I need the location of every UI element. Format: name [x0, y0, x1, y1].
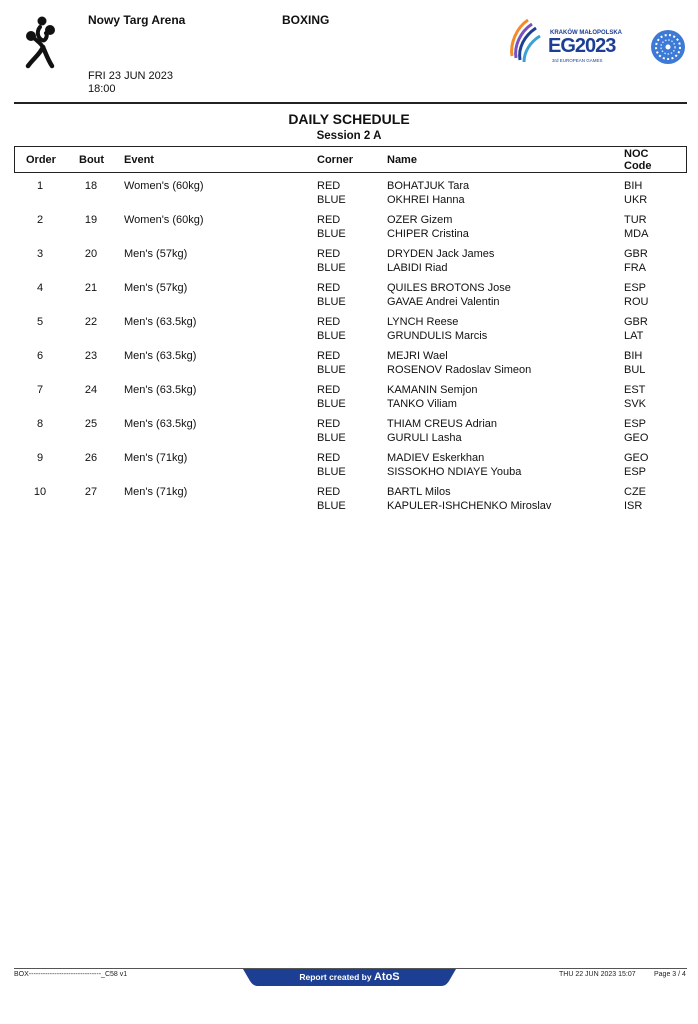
bout-cell: 22 — [84, 316, 98, 328]
order-cell: 9 — [36, 452, 44, 464]
red-boxer-name: BOHATJUK Tara — [387, 180, 470, 192]
red-noc-code: GEO — [624, 452, 649, 464]
red-boxer-name: DRYDEN Jack James — [387, 248, 495, 260]
bout-cell: 26 — [84, 452, 98, 464]
blue-boxer-name: OKHREI Hanna — [387, 194, 465, 206]
table-row — [0, 282, 698, 310]
bout-cell: 25 — [84, 418, 98, 430]
blue-noc-code: GEO — [624, 432, 649, 444]
atos-logo: AtoS — [373, 971, 400, 983]
red-boxer-name: MEJRI Wael — [387, 350, 448, 362]
table-row — [0, 350, 698, 378]
games-logo-line1: KRAKÓW MAŁOPOLSKA — [550, 30, 622, 36]
red-corner-label: RED — [317, 384, 341, 396]
blue-noc-code: ROU — [624, 296, 649, 308]
event-cell: Men's (63.5kg) — [124, 316, 197, 328]
bout-cell: 20 — [84, 248, 98, 260]
red-boxer-name: KAMANIN Semjon — [387, 384, 478, 396]
blue-corner-label: BLUE — [317, 194, 346, 206]
red-noc-code: BIH — [624, 180, 643, 192]
report-credit-prefix: Report created by — [299, 972, 372, 982]
red-corner-label: RED — [317, 180, 341, 192]
col-noc-line2: Code — [624, 160, 652, 172]
red-boxer-name: MADIEV Eskerkhan — [387, 452, 485, 464]
table-row — [0, 452, 698, 480]
blue-noc-code: SVK — [624, 398, 647, 410]
red-noc-code: ESP — [624, 282, 647, 294]
red-corner-label: RED — [317, 316, 341, 328]
table-row — [0, 180, 698, 208]
blue-noc-code: FRA — [624, 262, 646, 274]
eoc-stars-emblem-icon — [650, 29, 686, 65]
bout-cell: 23 — [84, 350, 98, 362]
page-title: DAILY SCHEDULE — [288, 111, 410, 127]
event-cell: Men's (63.5kg) — [124, 384, 197, 396]
bout-cell: 18 — [84, 180, 98, 192]
boxing-pictogram-icon — [22, 14, 58, 70]
document-code: BOX-------------------------------_C58 v1 — [14, 971, 128, 978]
col-event: Event — [124, 154, 154, 166]
red-corner-label: RED — [317, 350, 341, 362]
red-noc-code: ESP — [624, 418, 647, 430]
blue-noc-code: BUL — [624, 364, 646, 376]
session-time: 18:00 — [88, 83, 116, 95]
session-datetime — [88, 70, 173, 96]
games-logo-mark: EG2023 — [548, 35, 616, 57]
col-order: Order — [26, 154, 56, 166]
col-noc-line1: NOC — [624, 148, 649, 160]
event-cell: Women's (60kg) — [124, 180, 204, 192]
event-cell: Men's (57kg) — [124, 282, 188, 294]
red-noc-code: BIH — [624, 350, 643, 362]
col-name: Name — [387, 154, 417, 166]
report-credit — [243, 971, 456, 983]
red-corner-label: RED — [317, 452, 341, 464]
blue-boxer-name: SISSOKHO NDIAYE Youba — [387, 466, 522, 478]
order-cell: 5 — [36, 316, 44, 328]
event-cell: Men's (71kg) — [124, 452, 188, 464]
event-cell: Men's (63.5kg) — [124, 350, 197, 362]
blue-boxer-name: GAVAE Andrei Valentin — [387, 296, 500, 308]
blue-corner-label: BLUE — [317, 500, 346, 512]
order-cell: 1 — [36, 180, 44, 192]
blue-corner-label: BLUE — [317, 296, 346, 308]
blue-corner-label: BLUE — [317, 364, 346, 376]
blue-noc-code: ISR — [624, 500, 643, 512]
blue-noc-code: ESP — [624, 466, 647, 478]
red-noc-code: TUR — [624, 214, 647, 226]
red-corner-label: RED — [317, 418, 341, 430]
red-boxer-name: BARTL Milos — [387, 486, 451, 498]
blue-corner-label: BLUE — [317, 398, 346, 410]
bout-cell: 19 — [84, 214, 98, 226]
order-cell: 10 — [33, 486, 47, 498]
order-cell: 6 — [36, 350, 44, 362]
col-noc — [624, 148, 652, 172]
bout-cell: 24 — [84, 384, 98, 396]
blue-corner-label: BLUE — [317, 466, 346, 478]
event-cell: Men's (57kg) — [124, 248, 188, 260]
red-boxer-name: LYNCH Reese — [387, 316, 459, 328]
red-corner-label: RED — [317, 486, 341, 498]
header-divider — [14, 102, 687, 104]
col-corner: Corner — [317, 154, 354, 166]
report-timestamp: THU 22 JUN 2023 15:07 — [559, 971, 636, 978]
blue-boxer-name: GURULI Lasha — [387, 432, 462, 444]
table-row — [0, 418, 698, 446]
blue-corner-label: BLUE — [317, 432, 346, 444]
red-noc-code: CZE — [624, 486, 646, 498]
red-boxer-name: QUILES BROTONS Jose — [387, 282, 511, 294]
blue-noc-code: LAT — [624, 330, 644, 342]
red-corner-label: RED — [317, 282, 341, 294]
col-bout: Bout — [79, 154, 105, 166]
games-logo-line3: 3rd EUROPEAN GAMES — [552, 58, 603, 63]
red-noc-code: GBR — [624, 248, 648, 260]
event-cell: Men's (71kg) — [124, 486, 188, 498]
event-cell: Men's (63.5kg) — [124, 418, 197, 430]
order-cell: 2 — [36, 214, 44, 226]
table-row — [0, 214, 698, 242]
page-number: Page 3 / 4 — [654, 971, 686, 978]
order-cell: 3 — [36, 248, 44, 260]
red-noc-code: EST — [624, 384, 646, 396]
blue-boxer-name: KAPULER-ISHCHENKO Miroslav — [387, 500, 552, 512]
red-noc-code: GBR — [624, 316, 648, 328]
red-boxer-name: OZER Gizem — [387, 214, 453, 226]
table-header — [14, 146, 687, 173]
blue-noc-code: MDA — [624, 228, 649, 240]
order-cell: 8 — [36, 418, 44, 430]
blue-boxer-name: CHIPER Cristina — [387, 228, 469, 240]
order-cell: 7 — [36, 384, 44, 396]
sport-name: BOXING — [282, 13, 330, 27]
blue-boxer-name: ROSENOV Radoslav Simeon — [387, 364, 532, 376]
blue-corner-label: BLUE — [317, 262, 346, 274]
blue-boxer-name: TANKO Viliam — [387, 398, 457, 410]
red-corner-label: RED — [317, 214, 341, 226]
order-cell: 4 — [36, 282, 44, 294]
event-cell: Women's (60kg) — [124, 214, 204, 226]
red-corner-label: RED — [317, 248, 341, 260]
session-subtitle: Session 2 A — [316, 130, 382, 142]
blue-boxer-name: LABIDI Riad — [387, 262, 448, 274]
blue-corner-label: BLUE — [317, 228, 346, 240]
bout-cell: 27 — [84, 486, 98, 498]
blue-noc-code: UKR — [624, 194, 648, 206]
table-row — [0, 316, 698, 344]
red-boxer-name: THIAM CREUS Adrian — [387, 418, 498, 430]
table-row — [0, 248, 698, 276]
session-date: FRI 23 JUN 2023 — [88, 70, 173, 82]
european-games-logo — [506, 14, 640, 66]
blue-corner-label: BLUE — [317, 330, 346, 342]
table-row — [0, 486, 698, 514]
bout-cell: 21 — [84, 282, 98, 294]
venue-name: Nowy Targ Arena — [88, 13, 186, 27]
table-row — [0, 384, 698, 412]
blue-boxer-name: GRUNDULIS Marcis — [387, 330, 488, 342]
